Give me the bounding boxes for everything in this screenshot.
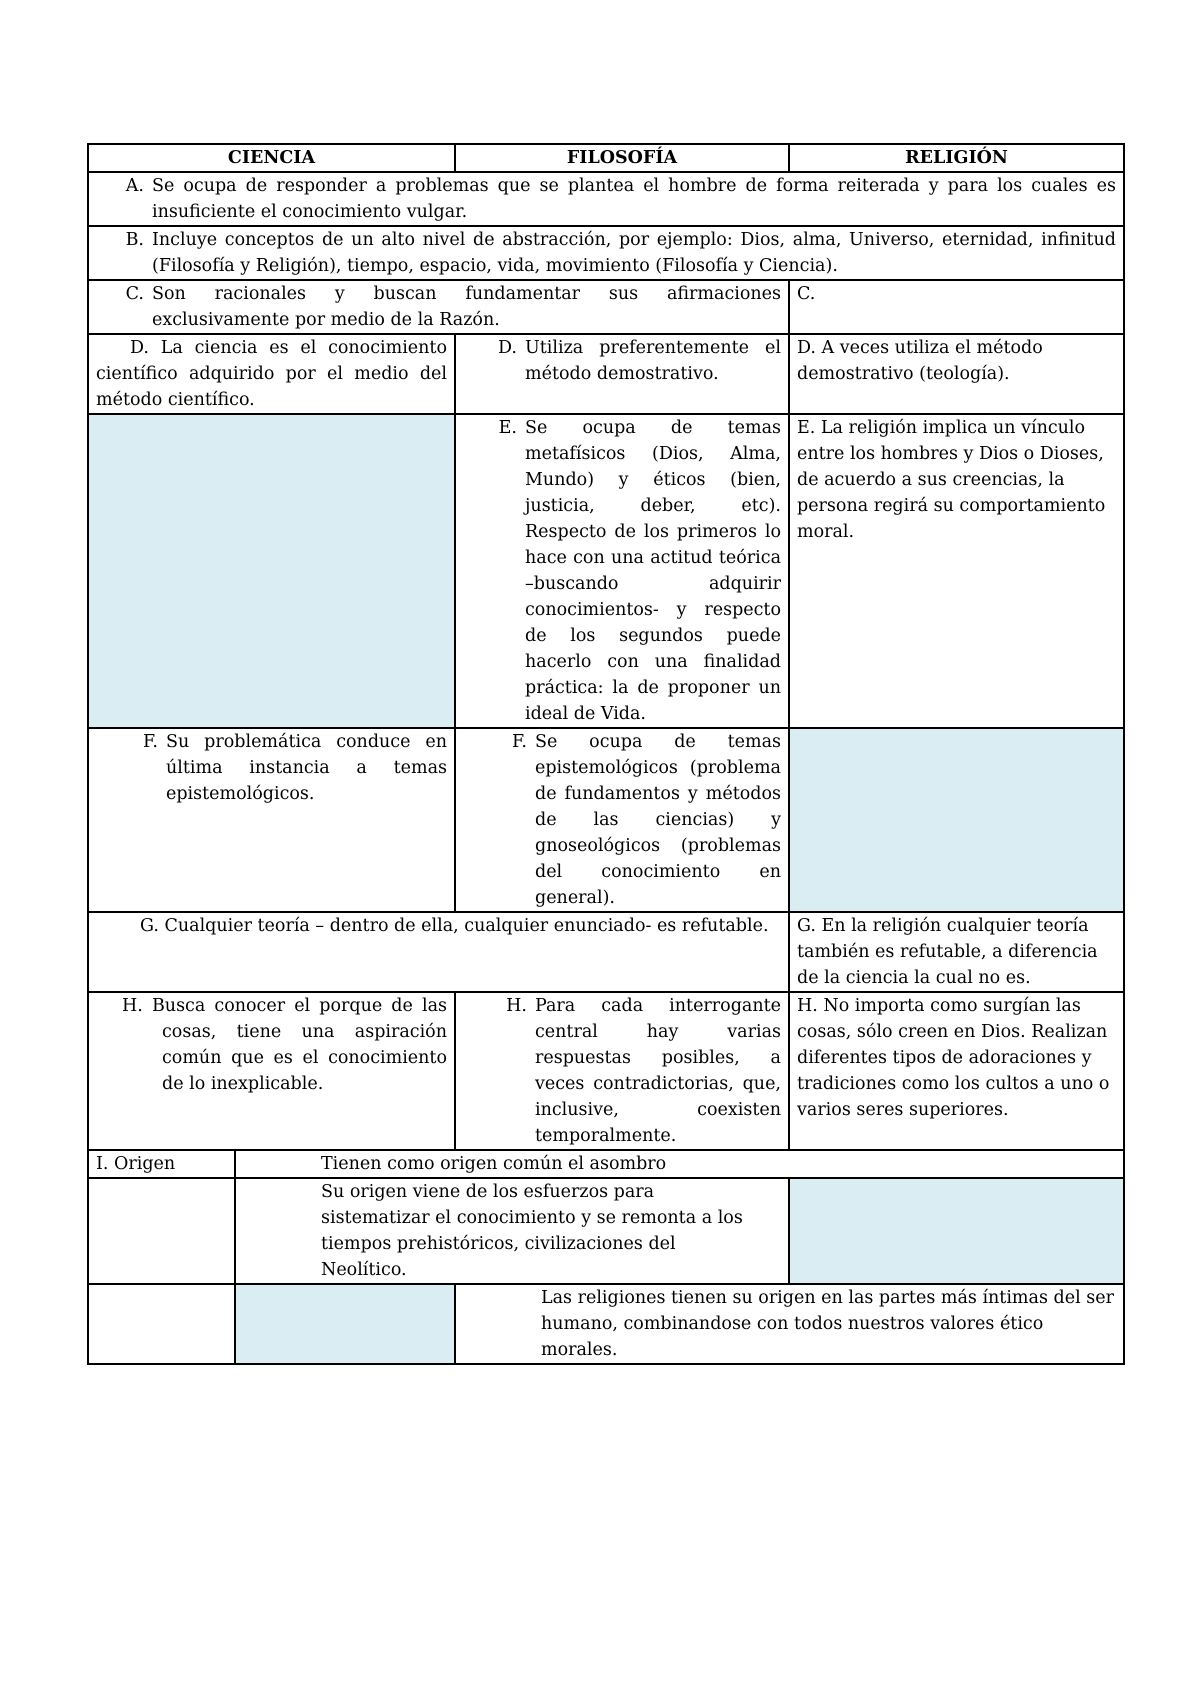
row-d-filosofia-item — [463, 335, 781, 387]
row-f-filosofia-marker: F. — [512, 732, 527, 752]
row-h — [88, 992, 1124, 1150]
row-h-religion: H. No importa como surgían las cosas, sólo creen en Dios. Realizan diferentes tipos de adoraciones y tradiciones como los cultos a uno o varios seres superiores. — [789, 992, 1124, 1150]
row-b-cell — [88, 226, 1124, 280]
row-c-marker: C. — [125, 284, 144, 304]
row-g-text: G. Cualquier teoría – dentro de ella, cualquier enunciado- es refutable. — [140, 916, 769, 936]
row-e-ciencia-empty — [88, 414, 455, 728]
row-d — [88, 334, 1124, 414]
row-f-ciencia-marker: F. — [143, 732, 158, 752]
origin-religion-shaded-empty — [789, 1178, 1124, 1284]
header-filosofia: FILOSOFÍA — [455, 144, 789, 172]
row-f-filosofia — [455, 728, 789, 912]
row-b-item — [96, 227, 1116, 279]
row-i-ciencia — [88, 1178, 1124, 1284]
origin-ciencia-text: Su origen viene de los esfuerzos para sistematizar el conocimiento y se remonta a los tiempos prehistóricos, civilizaciones del Neolítico. — [321, 1182, 743, 1280]
header-row — [88, 144, 1124, 172]
row-i-religion — [88, 1284, 1124, 1364]
row-e-filosofia — [455, 414, 789, 728]
row-e-religion: E. La religión implica un vínculo entre los hombres y Dios o Dioses, de acuerdo a sus creencias, la persona regirá su comportamiento moral. — [789, 414, 1124, 728]
row-e-filosofia-marker: E. — [498, 418, 517, 438]
row-b — [88, 226, 1124, 280]
row-g-religion: G. En la religión cualquier teoría también es refutable, a diferencia de la ciencia la cual no es. — [789, 912, 1124, 992]
row-a — [88, 172, 1124, 226]
row-f-ciencia — [88, 728, 455, 912]
row-h-ciencia — [88, 992, 455, 1150]
row-a-cell — [88, 172, 1124, 226]
row-h-filosofia-item — [463, 993, 781, 1149]
row-b-marker: B. — [125, 230, 144, 250]
origin-common-text: Tienen como origen común el asombro — [321, 1154, 667, 1174]
row-a-item — [96, 173, 1116, 225]
comparison-table — [87, 143, 1125, 1365]
row-f — [88, 728, 1124, 912]
row-e — [88, 414, 1124, 728]
header-ciencia: CIENCIA — [88, 144, 455, 172]
origin-common-cell — [235, 1150, 1124, 1178]
row-a-marker: A. — [125, 176, 144, 196]
row-g — [88, 912, 1124, 992]
row-d-religion: D. A veces utiliza el método demostrativo (teología). — [789, 334, 1124, 414]
row-f-filosofia-text: Se ocupa de temas epistemológicos (problema de fundamentos y métodos de las ciencias) y gnoseológicos (problemas del conocimiento en general). — [535, 732, 781, 908]
origin-religion-empty-label — [88, 1284, 235, 1364]
row-c-shared-cell — [88, 280, 789, 334]
row-g-shared-cell — [88, 912, 789, 992]
row-i-origen — [88, 1150, 1124, 1178]
row-e-filosofia-item — [463, 415, 781, 727]
origin-religion-text: Las religiones tienen su origen en las partes más íntimas del ser humano, combinandose con todos nuestros valores ético morales. — [541, 1288, 1114, 1360]
row-e-filosofia-text: Se ocupa de temas metafísicos (Dios, Alma, Mundo) y éticos (bien, justicia, deber, etc). Respecto de los primeros lo hace con una actitud teórica –buscando adquirir conocimientos- y respecto de los segundos puede hacerlo con una finalidad práctica: la de proponer un ideal de Vida. — [525, 418, 781, 724]
row-f-filosofia-item — [463, 729, 781, 911]
row-d-ciencia-text: D. La ciencia es el conocimiento científico adquirido por el medio del método científico. — [96, 338, 447, 410]
row-f-ciencia-text: Su problemática conduce en última instancia a temas epistemológicos. — [166, 732, 447, 804]
origin-ciencia-cell — [235, 1178, 789, 1284]
row-d-filosofia-marker: D. — [498, 338, 517, 358]
origin-religion-shaded-left — [235, 1284, 455, 1364]
row-d-filosofia-text: Utiliza preferentemente el método demostrativo. — [525, 338, 781, 384]
header-religion: RELIGIÓN — [789, 144, 1124, 172]
row-h-filosofia-text: Para cada interrogante central hay varias respuestas posibles, a veces contradictorias, que, inclusive, coexisten temporalmente. — [535, 996, 781, 1146]
origin-label: I. Origen — [88, 1150, 235, 1178]
row-b-text: Incluye conceptos de un alto nivel de abstracción, por ejemplo: Dios, alma, Universo, eternidad, infinitud (Filosofía y Religión), tiempo, espacio, vida, movimiento (Filosofía y Ciencia). — [152, 230, 1116, 276]
row-h-filosofia — [455, 992, 789, 1150]
row-a-text: Se ocupa de responder a problemas que se plantea el hombre de forma reiterada y para los cuales es insuficiente el conocimiento vulgar. — [152, 176, 1116, 222]
row-c-religion: C. — [789, 280, 1124, 334]
origin-religion-cell — [455, 1284, 1124, 1364]
row-f-religion-empty — [789, 728, 1124, 912]
origin-ciencia-empty-label — [88, 1178, 235, 1284]
row-c — [88, 280, 1124, 334]
row-d-ciencia — [88, 334, 455, 414]
row-c-item — [96, 281, 781, 333]
row-d-filosofia — [455, 334, 789, 414]
row-h-filosofia-marker: H. — [506, 996, 527, 1016]
row-h-ciencia-text: H. Busca conocer el porque de las cosas, tiene una aspiración común que es el conocimiento de lo inexplicable. — [122, 996, 447, 1094]
row-c-text: Son racionales y buscan fundamentar sus afirmaciones exclusivamente por medio de la Razón. — [152, 284, 781, 330]
row-f-ciencia-item — [96, 729, 447, 807]
